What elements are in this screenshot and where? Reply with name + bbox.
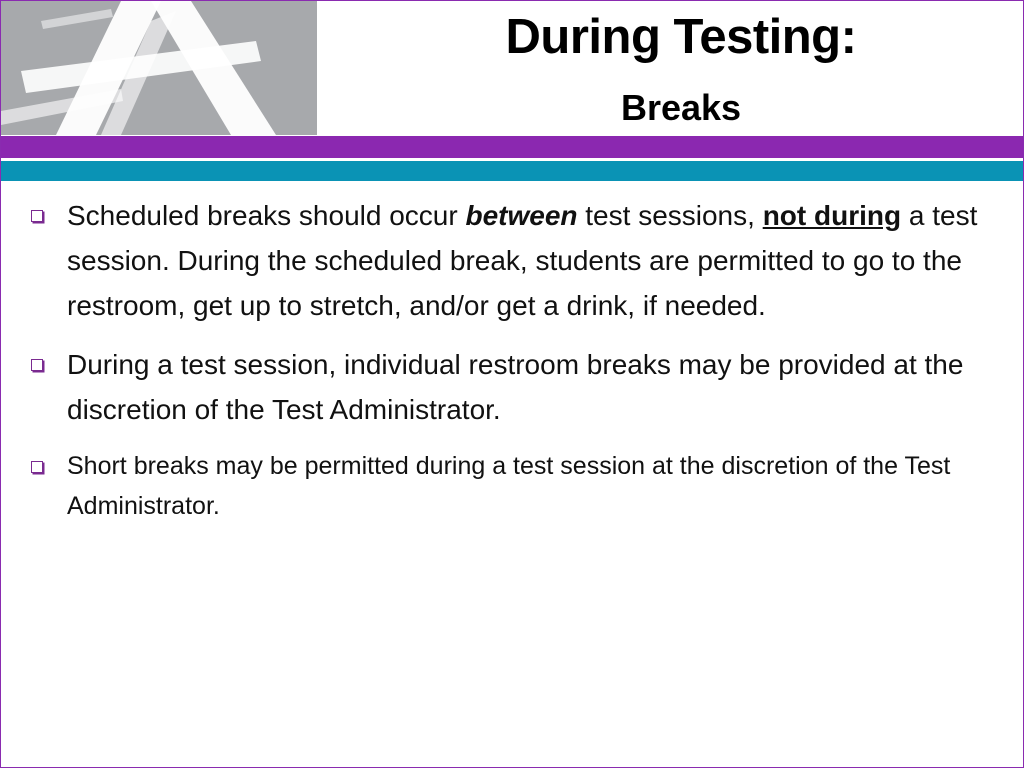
list-item	[29, 193, 999, 328]
bullet-text: Short breaks may be permitted during a test session at the discretion of the Test Administrator.	[67, 452, 951, 520]
bullet-text-part: a test session. During the scheduled break, students are permitted to go to the restroom, get up to stretch, and/or get a drink, if needed.	[67, 200, 978, 321]
teal-band	[1, 161, 1024, 181]
bullet-text-part: Scheduled breaks should occur	[67, 200, 466, 231]
square-bullet-icon	[31, 210, 43, 222]
bullet-text-part: test sessions,	[577, 200, 763, 231]
bullet-list	[29, 193, 999, 526]
slide-subtitle: Breaks	[620, 87, 742, 128]
bullet-underline: not during	[762, 200, 902, 231]
title-block	[341, 1, 1021, 135]
square-bullet-icon	[31, 359, 43, 371]
logo-a-brushstroke	[1, 1, 317, 135]
bullet-emphasis: between	[465, 200, 578, 231]
bullet-text: During a test session, individual restroom breaks may be provided at the discretion of the Test Administrator.	[67, 349, 964, 425]
square-bullet-icon	[31, 461, 43, 473]
purple-band	[1, 136, 1024, 158]
list-item	[29, 446, 999, 526]
slide-title: During Testing:	[505, 10, 857, 64]
list-item	[29, 342, 999, 432]
